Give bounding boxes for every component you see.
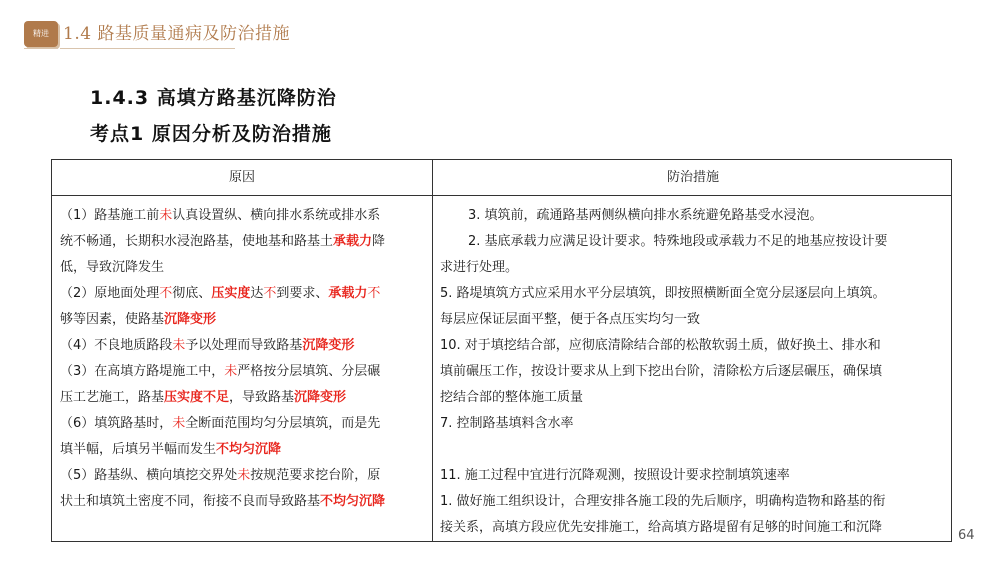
cause-text: 降 [372,234,386,249]
header-divider [60,48,235,49]
cause-line [60,307,426,333]
cause-text: 全断面范围均匀分层填筑，而是先 [185,416,381,431]
measure-line: 3. 填筑前，疏通路基两侧纵横向排水系统避免路基受水浸泡。 [468,208,823,223]
highlight-negation: 不 [263,286,277,301]
cause-text: 统不畅通，长期积水浸泡路基，使地基和路基土 [60,234,334,249]
highlight-keyword: 沉降变形 [302,338,355,353]
column-header-cause: 原因 [228,170,255,185]
cause-text: 予以处理而导致路基 [185,338,303,353]
highlight-keyword: 不均匀沉降 [320,494,386,509]
measure-line: 2. 基底承载力应满足设计要求。特殊地段或承载力不足的地基应按设计要 [468,234,888,249]
column-header-measure: 防治措施 [666,170,719,185]
highlight-negation: 不 [367,286,381,301]
cause-line [60,333,426,359]
cause-text: 低，导致沉降发生 [60,260,165,275]
cause-text: 到要求、 [276,286,329,301]
header-divider-left [24,48,58,49]
subsection-title: 考点1 原因分析及防治措施 [90,123,332,145]
cause-text: 够等因素，使路基 [60,312,165,327]
highlight-negation: 未 [237,468,251,483]
cause-line [60,229,426,255]
cause-line [60,359,426,385]
highlight-negation: 未 [172,338,186,353]
highlight-keyword: 压实度不足 [164,390,230,405]
measure-line: 7. 控制路基填料含水率 [440,416,574,431]
cause-text: 认真设置纵、横向排水系统或排水系 [172,208,381,223]
measure-line: 求进行处理。 [440,260,519,275]
cause-text: （5）路基纵、横向填挖交界处 [60,468,238,483]
cause-line [60,203,426,229]
cause-text: （3）在高填方路堤施工中， [60,364,225,379]
cause-text: 达 [250,286,264,301]
cause-text: （2）原地面处理 [60,286,160,301]
cause-text: 填半幅，后填另半幅而发生 [60,442,217,457]
highlight-negation: 不 [159,286,173,301]
cause-line [60,385,426,411]
page-number: 64 [958,528,975,543]
highlight-negation: 未 [172,416,186,431]
measure-line: 10. 对于填挖结合部，应彻底清除结合部的松散软弱土质，做好换土、排水和 [440,338,881,353]
cause-text: 彻底、 [172,286,212,301]
cause-text: 状土和填筑土密度不同，衔接不良而导致路基 [60,494,321,509]
cause-text: （1）路基施工前 [60,208,160,223]
measure-line [440,437,948,463]
cause-line [60,463,426,489]
cause-text: （4）不良地质路段 [60,338,173,353]
cause-line [60,411,426,437]
cause-text: （6）填筑路基时， [60,416,173,431]
chapter-badge: 精进 [24,21,58,47]
chapter-title: 1.4 路基质量通病及防治措施 [63,24,290,44]
measure-line: 1. 做好施工组织设计，合理安排各施工段的先后顺序，明确构造物和路基的衔 [440,494,886,509]
cause-text: 压工艺施工，路基 [60,390,165,405]
cause-line [60,437,426,463]
measure-line: 每层应保证层面平整，便于各点压实均匀一致 [440,312,701,327]
measure-line: 接关系，高填方段应优先安排施工，给高填方路堤留有足够的时间施工和沉降 [440,520,883,535]
section-title: 1.4.3 高填方路基沉降防治 [90,87,337,109]
measure-line: 填前碾压工作，按设计要求从上到下挖出台阶，清除松方后逐层碾压，确保填 [440,364,883,379]
header-row-divider [52,195,951,196]
highlight-keyword: 承载力 [333,234,373,249]
cause-measure-table [51,159,952,542]
measure-cell [440,203,948,541]
measure-line: 5. 路堤填筑方式应采用水平分层填筑，即按照横断面全宽分层逐层向上填筑。 [440,286,886,301]
highlight-keyword: 不均匀沉降 [216,442,282,457]
cause-text: ，导致路基 [229,390,295,405]
cause-line [60,489,426,515]
cause-cell [60,203,426,515]
cause-line [60,281,426,307]
cause-line [60,255,426,281]
column-divider [432,160,433,541]
cause-text: 严格按分层填筑、分层碾 [237,364,381,379]
highlight-keyword: 压实度 [211,286,251,301]
highlight-negation: 未 [224,364,238,379]
highlight-keyword: 承载力 [328,286,368,301]
cause-text: 按规范要求挖台阶，原 [250,468,381,483]
measure-line: 挖结合部的整体施工质量 [440,390,584,405]
measure-line: 11. 施工过程中宜进行沉降观测，按照设计要求控制填筑速率 [440,468,790,483]
highlight-keyword: 沉降变形 [294,390,347,405]
highlight-keyword: 沉降变形 [164,312,217,327]
highlight-negation: 未 [159,208,173,223]
